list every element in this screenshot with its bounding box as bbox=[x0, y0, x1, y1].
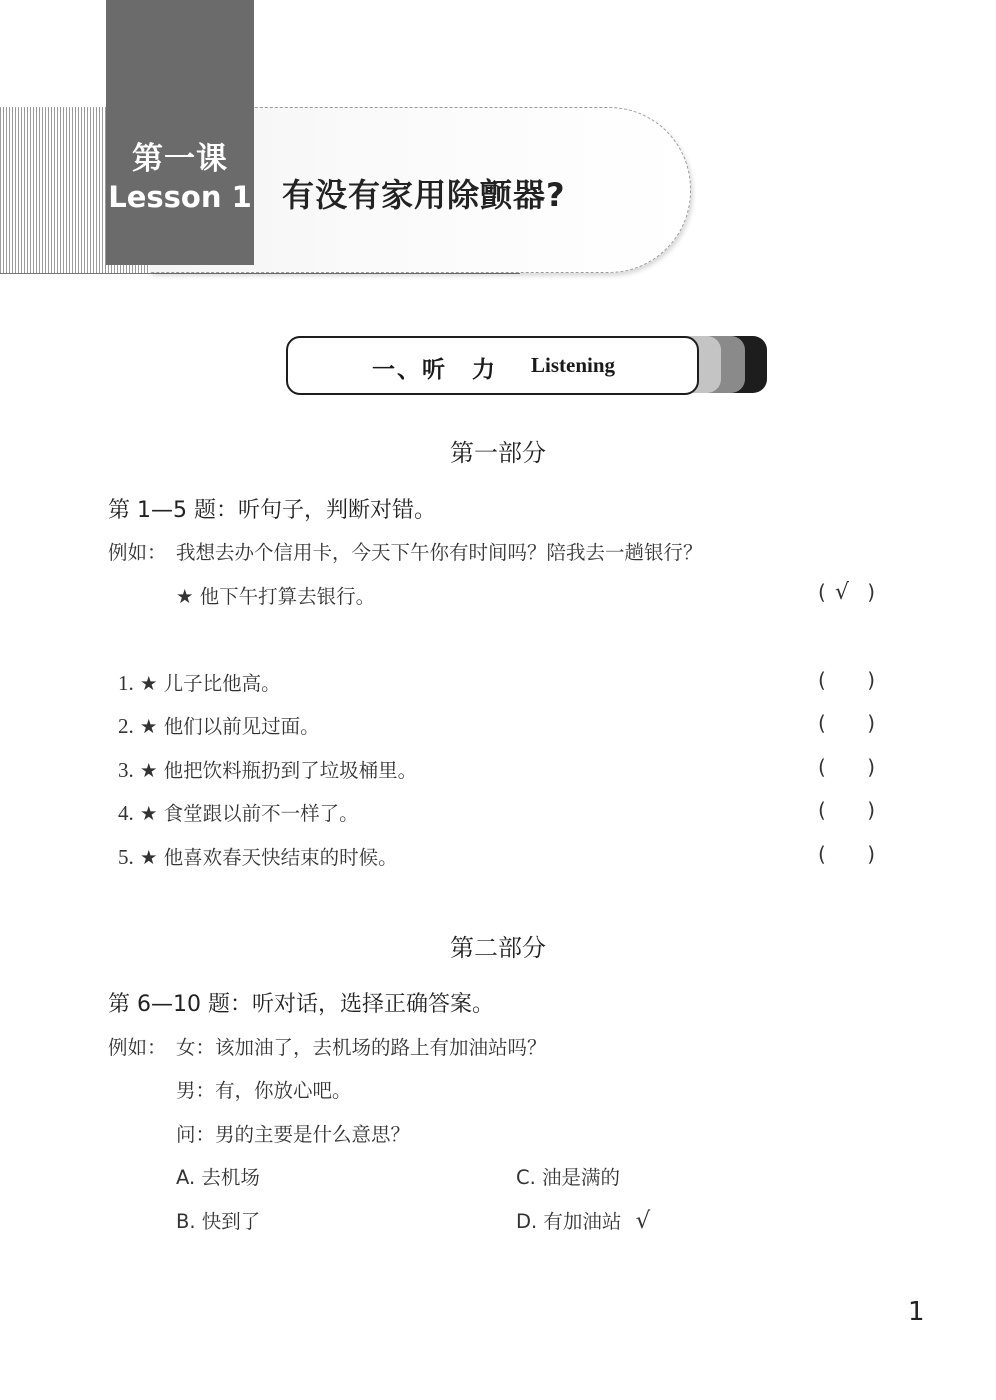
item-number: 1. bbox=[118, 671, 134, 695]
part1-example-label: 例如： bbox=[108, 541, 167, 564]
option-b: B. 快到了 bbox=[176, 1210, 261, 1233]
option-d-text: D. 有加油站 bbox=[516, 1210, 622, 1233]
answer-parentheses: ( ) bbox=[818, 798, 875, 822]
answer-parentheses: ( ) bbox=[818, 842, 875, 866]
part2-example-label: 例如： bbox=[108, 1036, 167, 1059]
item-text: ★ 他喜欢春天快结束的时候。 bbox=[139, 846, 398, 869]
option-c: C. 油是满的 bbox=[516, 1166, 621, 1189]
answer-parentheses: ( ) bbox=[818, 711, 875, 735]
lesson-number-chinese: 第一课 bbox=[132, 141, 228, 177]
item-text: ★ 儿子比他高。 bbox=[139, 672, 281, 695]
item-number: 2. bbox=[118, 714, 134, 738]
part2-example-woman: 女：该加油了，去机场的路上有加油站吗？ bbox=[176, 1036, 547, 1059]
part2-instruction: 第 6—10 题：听对话，选择正确答案。 bbox=[108, 992, 494, 1017]
part1-example-sentence: 我想去办个信用卡，今天下午你有时间吗？陪我去一趟银行？ bbox=[176, 541, 703, 564]
part1-example-answer-box: ( √ ) bbox=[818, 580, 875, 605]
lesson-number-english: Lesson 1 bbox=[108, 180, 252, 214]
list-item bbox=[118, 755, 417, 783]
part2-example-question: 问：男的主要是什么意思？ bbox=[176, 1123, 411, 1146]
answer-parentheses: ( ) bbox=[818, 668, 875, 692]
list-item bbox=[118, 668, 281, 696]
item-text: ★ 他把饮料瓶扔到了垃圾桶里。 bbox=[139, 759, 418, 782]
list-item bbox=[118, 842, 398, 870]
lesson-title: 有没有家用除颤器? bbox=[282, 176, 566, 214]
part1-title: 第一部分 bbox=[450, 439, 546, 467]
check-mark: √ bbox=[635, 1208, 651, 1234]
section-title-chinese: 一、听 力 bbox=[372, 357, 497, 383]
section-title-english: Listening bbox=[531, 353, 616, 377]
item-number: 4. bbox=[118, 801, 134, 825]
item-text: ★ 他们以前见过面。 bbox=[139, 715, 320, 738]
item-number: 5. bbox=[118, 845, 134, 869]
list-item bbox=[118, 711, 320, 739]
page-number: 1 bbox=[908, 1297, 925, 1327]
answer-parentheses: ( ) bbox=[818, 755, 875, 779]
part1-example-statement: ★ 他下午打算去银行。 bbox=[176, 585, 376, 608]
item-text: ★ 食堂跟以前不一样了。 bbox=[139, 802, 359, 825]
part2-title: 第二部分 bbox=[450, 934, 546, 962]
check-mark: √ bbox=[835, 580, 850, 605]
option-d bbox=[516, 1206, 650, 1234]
option-a: A. 去机场 bbox=[176, 1166, 260, 1189]
part1-instruction: 第 1—5 题：听句子，判断对错。 bbox=[108, 498, 436, 523]
list-item bbox=[118, 798, 359, 826]
item-number: 3. bbox=[118, 758, 134, 782]
part2-example-man: 男：有，你放心吧。 bbox=[176, 1079, 352, 1102]
